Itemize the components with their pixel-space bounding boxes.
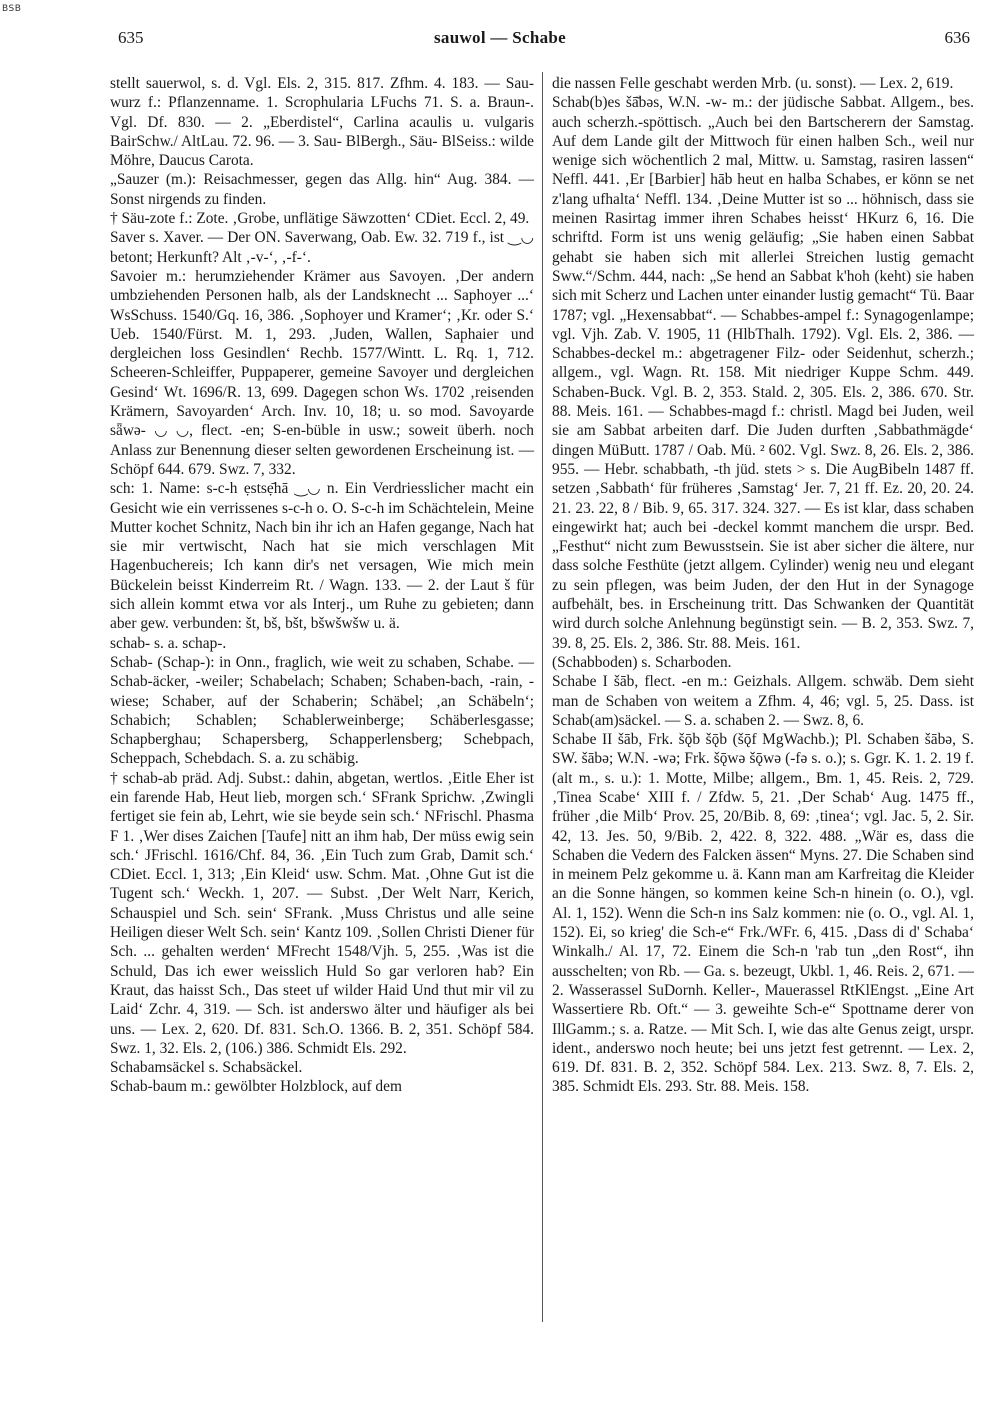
entry-savoier: Savoier m.: herumziehender Krämer aus Savoyen. ‚Der andern umbziehenden Personen halb, als der Landsknecht ... Saphoyer ...‘ WsSchuss. 1540/Gq. 16, 386. ‚Sophoyer und Kramer‘; ‚Kr. oder S.‘ Ueb. 1540/Fürst. M. 1, 293. ‚Juden, Wallen, Saphaier und dergleichen loss Gesindlen‘ Rechb. 1577/Wintt. L. Rq. 1, 712. Scheeren-Schleiffer, Puppaperer, gemeine Savoyer und dergleichen Gesind‘ Wt. 1696/R. 13, 699. Dagegen schon Ws. 1702 ‚reisenden Krämern, Savoyarden‘ Arch. Inv. 10, 18; u. so mod. Savoyarde sǟwə- ◡ ◡, flect. -en; S-en-büble in usw.; soweit überh. noch Anlass zur Benennung dieser selten gewordenen Erscheinung ist. — Schöpf 644. 679. Swz. 7, 332. <box>110 267 534 478</box>
column-divider <box>542 72 543 1322</box>
page-number-left: 635 <box>118 28 144 47</box>
entry-schabbaum-cont: die nassen Felle geschabt werden Mrb. (u. sonst). — Lex. 2, 619. <box>552 75 954 92</box>
entry-schabbaum: Schab-baum m.: gewölbter Holzblock, auf dem <box>110 1078 402 1096</box>
page-header <box>0 28 1000 58</box>
entry-saeuzote: † Säu-zote f.: Zote. ‚Grobe, unflätige Säwzotten‘ CDiet. Eccl. 2, 49. <box>110 210 530 228</box>
library-watermark: BSB <box>2 4 22 14</box>
entry-schabe-ii: Schabe II šāb, Frk. šǭb šǭb (šǭf MgWachb.); Pl. Schaben šābə, S. SW. šābə; W.N. -wə; Frk. šǭwə šǭwə (-fə s. o.); s. Ggr. K. 1. 2. 19 f. (alt m., s. u.): 1. Motte, Milbe; allgem., Bm. 1, 45. Reis. 2, 729. ‚Tinea Scabe‘ XIII f. / Zfdw. 5, 21. ‚Der Schab‘ Aug. 1475 ff., früher ‚die Milb‘ Prov. 25, 20/Bib. 8, 69: ‚tinea‘; vgl. Jac. 5, 2. Sir. 42, 13. Jes. 50, 9/Bib. 2, 422. 8, 322. 488. „Wär es, dass die Schaben die Vedern des Falcken ässen“ Myns. 27. Die Schaben sind in meinem Pelz gekomme u. ä. Kann man am Karfreitag die Kleider an die Sonne hängen, so kommen keine Sch-n hinein (o. O.), vgl. Al. 1, 152). Wenn die Sch-n ins Salz kommen: nie (o. O., vgl. Al. 1, 152). Ei, so krieg' die Sch-e“ Frk./WFr. 6, 415. ‚Dass di d' Schaba‘ Winkalh./ Al. 17, 72. Einem die Sch-n 'rab tun „den Rost“, ihn ausschelten; von Rb. — Ga. s. bezeugt, Ukbl. 1, 46. Reis. 2, 671. — 2. Wasserassel SuDornh. Keller-, Mauerassel RtKlEngst. „Eine Art Wassertiere Rb. Oft.“ — 3. geweihte Sch-e“ Spottname derer von IllGamm.; s. a. Ratze. — Mit Sch. I, wie das alte Genus zeigt, urspr. ident., anderswo noch heute; bei uns jetzt fest getrennt. — Lex. 2, 619. Df. 831. B. 2, 352. Schöpf 584. Lex. 213. Swz. 8, 7. Els. 2, 385. Schmidt Els. 293. Str. 88. Meis. 158. <box>552 731 974 1096</box>
left-column <box>110 74 534 1097</box>
right-column <box>552 74 974 1097</box>
entry-schabbes: Schab(b)es šā̆bəs, W.N. -w- m.: der jüdische Sabbat. Allgem., bes. auch scherzh.-spöttisch. „Auch bei den Bartscherern der Samstag. Auf dem Lande gilt der Mittwoch für einen halben Sch., weil nur wenige sich wöchentlich 2 mal, Mittw. u. Samstag, rasiren lassen“ Neffl. 441. ‚Er [Barbier] hāb heut en halba Schabes, er könn se net z'lang ufhalta‘ Neffl. 134. ‚Deine Mutter ist so ... höhnisch, dass sie meinen Rasirtag immer ihren Schabes heisst‘ HKurz 6, 16. Die schriftd. Form ist uns wenig geläufig; „Sie haben einen Sabbat gehabt sie haben sich mit allerlei Streichen lustig gemacht Sww.“/Schm. 444, nach: „Se hend an Sabbat k'hoh (keht) sie haben sich mit Scherz und Lachen unter einander lustig gemacht“ Tü. Baar 1787; vgl. „Hexensabbat“. — Schabbes-ampel f.: Synagogenlampe; vgl. Vjh. Zab. V. 1905, 11 (HlbThalh. 1792). Vgl. Els. 2, 386. — Schabbes-deckel m.: abgetragener Filz- oder Seidenhut, scherzh.; allgem., vgl. Wagn. Rt. 158. Mit niedriger Kuppe Schm. 449. Schaben-Buck. Vgl. B. 2, 353. Stald. 2, 305. Els. 2, 386. 670. Str. 88. Meis. 161. — Schabbes-magd f.: christl. Magd bei Juden, weil sie am Sabbat arbeiten darf. Die Juden durften ‚Sabbathmägde‘ dingen MüButt. 1787 / Oab. Mü. ² 602. Vgl. Swz. 8, 26. Els. 2, 386. 955. — Hebr. schabbath, -th jüd. stets > s. Die AugBibeln 1487 ff. setzen ‚Sabbath‘ für früheres ‚Samstag‘ Jer. 7, 21 ff. Ez. 20, 20. 24. 21. 23. 22, 8 / Bib. 9, 65. 317. 324. 327. — Es ist klar, dass schaben eingewirkt hat; auch bei -deckel kommt manchem die urspr. Bed. „Festhut“ nicht zum Bewusstsein. Sie ist aber sicher die ältere, nur dass solche Festhüte (jetzt allgem. Cylinder) wenig neu und elegant zu sein pflegen, was beim Juden, der den Hut in der Synagoge aufbehält, bes. in Erscheinung tritt. Das Schwanken der Quantität wird durch solche Anlehnung begünstigt sein. — B. 2, 353. Swz. 7, 39. 8, 25. Els. 2, 386. Str. 88. Meis. 161. <box>552 94 974 652</box>
entry-schab-onn: Schab- (Schap-): in Onn., fraglich, wie weit zu schaben, Schabe. — Schab-äcker, -weiler; Schabelach; Schaben; Schaben-bach, -rain, -wiese; Schaber, auf der Schaberin; Schäbel; ‚an Schäbeln‘; Schabich; Schablen; Schablerweinberge; Schäberlesgasse; Schapberghau; Schapersberg, Schapperlensberg; Schebpach, Scheppach, Schebdach. S. a. zu schäbig. <box>110 653 534 768</box>
entry-schab-ref: schab- s. a. schap-. <box>110 634 227 652</box>
entry-saver: Saver s. Xaver. — Der ON. Saverwang, Oab. Ew. 32. 719 f., ist ‿◡ betont; Herkunft? Alt ‚-v-‘, ‚-f-‘. <box>110 229 534 266</box>
entry-sauwurz: stellt sauerwol, s. d. Vgl. Els. 2, 315. 817. Zfhm. 4. 183. — Sau-wurz f.: Pflanzenname. 1. Scrophularia LFuchs 71. S. a. Braun-. Vgl. Df. 830. — 2. „Eberdistel“, Carlina acaulis u. vulgaris BairSchw./ AltLau. 72. 96. — 3. Sau- BlBergh., Säu- BlSeiss.: wilde Möhre, Daucus Carota. <box>110 75 534 170</box>
entry-schabab: † schab-ab präd. Adj. Subst.: dahin, abgetan, wertlos. ‚Eitle Eher ist ein farende Hab, Heut lieb, morgen sch.‘ SFrank Sprichw. ‚Zwingli fertiget sie fein ab, Lehrt, wie sie beyde sein sch.‘ NFrischl. Phasma F 1. ‚Wer dises Zaichen [Taufe] nitt an ihm hab, Der müss ewig sein sch.‘ JFrischl. 1616/Chf. 84, 36. ‚Ein Tuch zum Grab, Damit sch.‘ CDiet. Eccl. 1, 313; ‚Ein Kleid‘ usw. Schm. Mat. ‚Ohne Gut ist die Tugent sch.‘ Weckh. 1, 207. — Subst. ‚Der Welt Narr, Kerich, Schauspiel und Sch. sein‘ SFrank. ‚Muss Christus und alle seine Heiligen dieser Welt Sch. sein‘ Kantz 109. ‚Sollen Christi Diener für Sch. ... gehalten werden‘ MFrecht 1548/Vjh. 5, 255. ‚Was ist die Schuld, Das ich ewer weisslich Huld So gar verloren hab? Ein Kraut, das haisst Sch., Das steet uf wilder Haid Und thut mir vil zu Laid‘ Zchr. 4, 319. — Sch. ist anderswo älter und häufiger als bei uns. — Lex. 2, 620. Df. 831. Sch.O. 1366. B. 2, 351. Schöpf 584. Swz. 1, 32. Els. 2, (106.) 386. Schmidt Els. 292. <box>110 769 534 1057</box>
page-title: sauwol — Schabe <box>433 28 567 47</box>
entry-schabe-i: Schabe I šāb, flect. -en m.: Geizhals. Allgem. schwäb. Dem sieht man de Schaben von weitem a Zfhm. 4, 46; vgl. 5, 25. Dass. ist Schab(am)säckel. — S. a. schaben 2. — Swz. 8, 6. <box>552 673 974 729</box>
entry-schabamsaeckel: Schabamsäckel s. Schabsäckel. <box>110 1059 303 1077</box>
entry-sch: sch: 1. Name: s-c-h ẹstsẹ̄hā ‿◡ n. Ein Verdriesslicher macht ein Gesicht wie ein verrissenes s-c-h o. O. S-c-h im Schächtelein, Meine Mutter kochet Schnitz, Nach bin ihr ich an Hafen gegange, Nach hat sie mir vertwischt, Nach hat sie mich verschlagen Mit Hagenbuchereis; Ich kann dir's net versagen, Wie mich mein Bückelein beisst Kinderreim Rt. / Wagn. 133. — 2. der Laut š für sich allein kommt etwa vor als Interj., um Ruhe zu gebieten; dann aber gew. verbunden: št, bš, bšt, bšwšwšw u. ä. <box>110 480 534 633</box>
page-number-right: 636 <box>944 28 970 47</box>
entry-schabboden: (Schabboden) s. Scharboden. <box>552 653 732 671</box>
entry-sauzer: „Sauzer (m.): Reisachmesser, gegen das Allg. hin“ Aug. 384. — Sonst nirgends zu finden. <box>110 171 534 208</box>
